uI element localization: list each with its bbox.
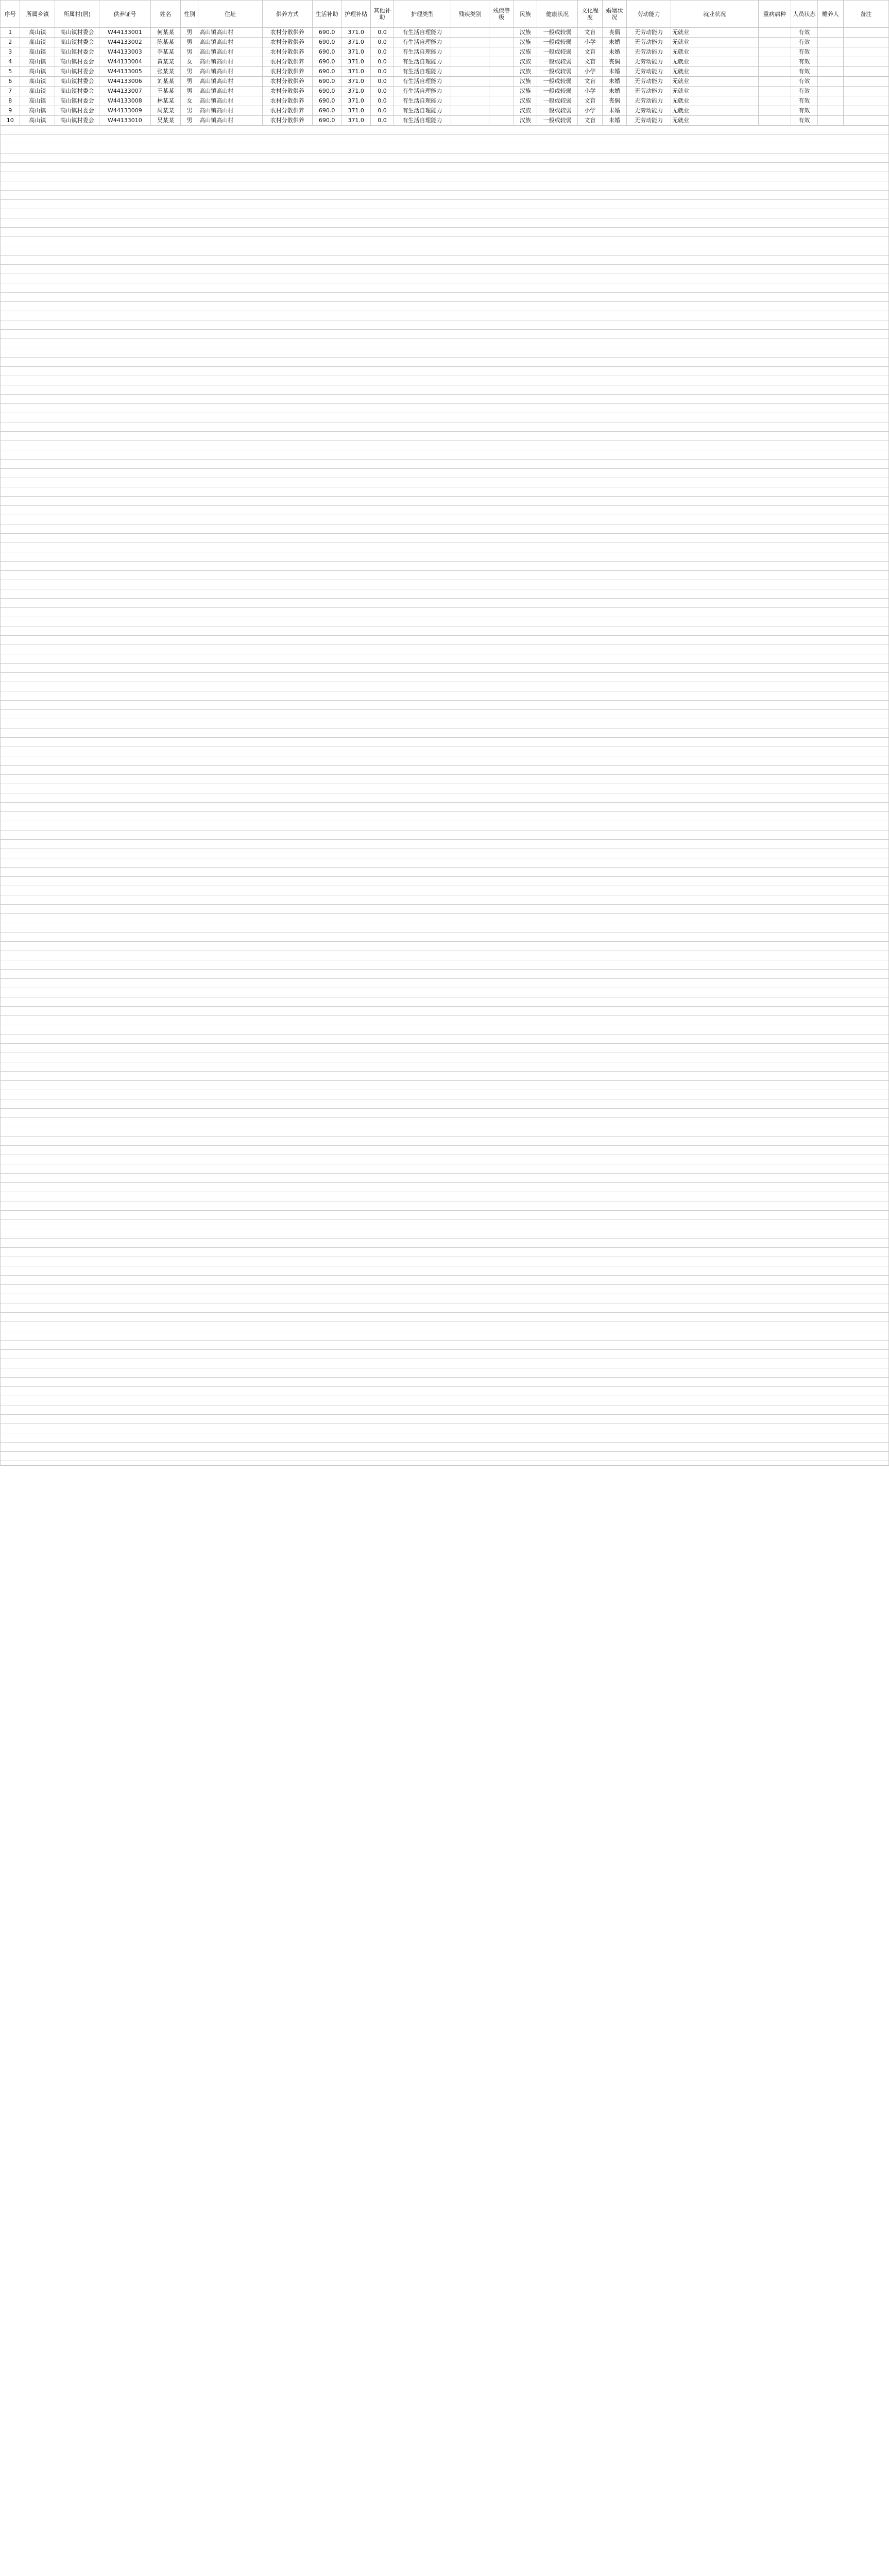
table-cell[interactable]: W44133008 <box>99 96 150 106</box>
table-row[interactable] <box>1 116 889 126</box>
table-cell[interactable]: 小学 <box>578 67 602 77</box>
table-cell[interactable]: 371.0 <box>341 96 371 106</box>
table-cell[interactable]: 一般或较弱 <box>537 106 578 116</box>
table-cell[interactable]: 小学 <box>578 106 602 116</box>
table-cell[interactable] <box>843 28 888 38</box>
table-cell[interactable]: 高山镇村委会 <box>55 57 99 67</box>
table-cell[interactable]: 文盲 <box>578 57 602 67</box>
table-cell[interactable]: 男 <box>181 106 198 116</box>
table-cell[interactable]: 有效 <box>791 116 817 126</box>
table-cell[interactable]: 小学 <box>578 87 602 96</box>
table-cell[interactable]: 文盲 <box>578 77 602 87</box>
table-cell[interactable] <box>489 87 514 96</box>
header-row <box>1 1 889 28</box>
table-cell[interactable]: 女 <box>181 96 198 106</box>
column-header[interactable]: 姓名 <box>150 1 181 28</box>
table-cell[interactable]: 8 <box>1 96 20 106</box>
table-cell[interactable]: W44133004 <box>99 57 150 67</box>
table-cell[interactable]: 0.0 <box>370 106 394 116</box>
table-cell[interactable]: 农村分散供养 <box>262 106 312 116</box>
column-header[interactable]: 生活补助 <box>312 1 341 28</box>
table-cell[interactable]: 丧偶 <box>602 96 626 106</box>
table-cell[interactable]: 高山镇 <box>20 77 55 87</box>
table-cell[interactable]: 有生活自理能力 <box>394 87 451 96</box>
table-cell[interactable]: 高山镇 <box>20 28 55 38</box>
table-cell[interactable]: 汉族 <box>514 77 537 87</box>
table-cell[interactable]: 汉族 <box>514 38 537 47</box>
table-cell[interactable]: 高山镇村委会 <box>55 96 99 106</box>
table-cell[interactable]: 汉族 <box>514 67 537 77</box>
table-cell[interactable]: 文盲 <box>578 96 602 106</box>
table-cell[interactable]: 无就业 <box>671 28 759 38</box>
column-header[interactable]: 重病病种 <box>758 1 791 28</box>
table-cell[interactable]: 有生活自理能力 <box>394 96 451 106</box>
table-cell[interactable]: 无就业 <box>671 116 759 126</box>
table-cell[interactable]: 何某某 <box>150 28 181 38</box>
table-cell[interactable] <box>817 96 843 106</box>
table-row[interactable] <box>1 87 889 96</box>
table-cell[interactable] <box>843 47 888 57</box>
table-cell[interactable]: 农村分散供养 <box>262 77 312 87</box>
table-cell[interactable] <box>758 67 791 77</box>
table-cell[interactable] <box>843 38 888 47</box>
table-cell[interactable]: 男 <box>181 67 198 77</box>
table-cell[interactable]: 0.0 <box>370 116 394 126</box>
table-cell[interactable]: 1 <box>1 28 20 38</box>
table-row[interactable] <box>1 77 889 87</box>
table-cell[interactable]: 4 <box>1 57 20 67</box>
column-header[interactable]: 残疾类别 <box>451 1 489 28</box>
table-cell[interactable] <box>758 28 791 38</box>
table-cell[interactable]: 小学 <box>578 38 602 47</box>
table-cell[interactable]: 371.0 <box>341 57 371 67</box>
table-cell[interactable]: 农村分散供养 <box>262 116 312 126</box>
table-cell[interactable]: W44133003 <box>99 47 150 57</box>
table-cell[interactable] <box>489 28 514 38</box>
table-cell[interactable]: 一般或较弱 <box>537 47 578 57</box>
table-row[interactable] <box>1 38 889 47</box>
table-cell[interactable]: 农村分散供养 <box>262 57 312 67</box>
table-cell[interactable] <box>489 116 514 126</box>
table-cell[interactable]: 371.0 <box>341 47 371 57</box>
table-cell[interactable]: 高山镇村委会 <box>55 38 99 47</box>
table-cell[interactable]: 未婚 <box>602 77 626 87</box>
column-header[interactable]: 赡养人 <box>817 1 843 28</box>
table-row[interactable] <box>1 67 889 77</box>
table-cell[interactable] <box>843 57 888 67</box>
table-cell[interactable]: 汉族 <box>514 47 537 57</box>
table-cell[interactable]: 汉族 <box>514 57 537 67</box>
table-cell[interactable] <box>451 77 489 87</box>
table-cell[interactable]: 一般或较弱 <box>537 38 578 47</box>
table-cell[interactable]: 有效 <box>791 96 817 106</box>
table-cell[interactable]: 690.0 <box>312 96 341 106</box>
table-cell[interactable] <box>758 57 791 67</box>
table-cell[interactable]: W44133007 <box>99 87 150 96</box>
column-header[interactable]: 人员状态 <box>791 1 817 28</box>
table-cell[interactable]: 无劳动能力 <box>627 47 671 57</box>
table-cell[interactable]: 有生活自理能力 <box>394 38 451 47</box>
table-cell[interactable]: 371.0 <box>341 116 371 126</box>
table-cell[interactable]: 高山镇 <box>20 38 55 47</box>
table-cell[interactable] <box>817 47 843 57</box>
table-cell[interactable]: 汉族 <box>514 87 537 96</box>
table-cell[interactable]: 有生活自理能力 <box>394 47 451 57</box>
table-cell[interactable]: 农村分散供养 <box>262 47 312 57</box>
table-cell[interactable]: 男 <box>181 87 198 96</box>
table-cell[interactable]: 刘某某 <box>150 77 181 87</box>
table-cell[interactable]: 文盲 <box>578 28 602 38</box>
table-cell[interactable]: 高山镇高山村 <box>198 67 262 77</box>
table-cell[interactable]: 男 <box>181 38 198 47</box>
table-cell[interactable] <box>758 96 791 106</box>
table-row[interactable] <box>1 96 889 106</box>
table-cell[interactable]: 有生活自理能力 <box>394 57 451 67</box>
table-cell[interactable]: 690.0 <box>312 57 341 67</box>
table-cell[interactable]: 有效 <box>791 28 817 38</box>
table-cell[interactable]: 无就业 <box>671 67 759 77</box>
column-header[interactable]: 供养方式 <box>262 1 312 28</box>
table-cell[interactable]: 一般或较弱 <box>537 116 578 126</box>
table-cell[interactable]: 无劳动能力 <box>627 87 671 96</box>
table-cell[interactable]: 有效 <box>791 57 817 67</box>
table-cell[interactable]: 690.0 <box>312 38 341 47</box>
table-cell[interactable] <box>817 87 843 96</box>
table-cell[interactable]: 无就业 <box>671 47 759 57</box>
table-cell[interactable]: W44133009 <box>99 106 150 116</box>
table-cell[interactable]: 7 <box>1 87 20 96</box>
table-cell[interactable] <box>758 106 791 116</box>
table-cell[interactable]: 未婚 <box>602 87 626 96</box>
table-cell[interactable]: 一般或较弱 <box>537 96 578 106</box>
column-header[interactable]: 护理补贴 <box>341 1 371 28</box>
column-header[interactable]: 供养证号 <box>99 1 150 28</box>
table-cell[interactable]: 0.0 <box>370 38 394 47</box>
table-cell[interactable]: 农村分散供养 <box>262 87 312 96</box>
table-cell[interactable]: 690.0 <box>312 77 341 87</box>
table-cell[interactable] <box>451 96 489 106</box>
table-cell[interactable]: 未婚 <box>602 38 626 47</box>
table-cell[interactable]: 无就业 <box>671 38 759 47</box>
table-cell[interactable]: 丧偶 <box>602 57 626 67</box>
table-cell[interactable]: 未婚 <box>602 47 626 57</box>
table-cell[interactable]: 371.0 <box>341 77 371 87</box>
table-cell[interactable]: 高山镇 <box>20 116 55 126</box>
table-cell[interactable]: 高山镇 <box>20 96 55 106</box>
table-cell[interactable] <box>843 77 888 87</box>
table-cell[interactable]: 371.0 <box>341 106 371 116</box>
table-cell[interactable]: 高山镇 <box>20 87 55 96</box>
table-row[interactable] <box>1 106 889 116</box>
table-cell[interactable]: 无劳动能力 <box>627 96 671 106</box>
table-cell[interactable]: 有效 <box>791 106 817 116</box>
table-cell[interactable]: 一般或较弱 <box>537 87 578 96</box>
table-cell[interactable] <box>758 77 791 87</box>
table-cell[interactable]: 高山镇高山村 <box>198 77 262 87</box>
table-cell[interactable] <box>451 106 489 116</box>
column-header[interactable]: 护理类型 <box>394 1 451 28</box>
table-cell[interactable]: 农村分散供养 <box>262 28 312 38</box>
table-cell[interactable]: 吴某某 <box>150 116 181 126</box>
column-header[interactable]: 健康状况 <box>537 1 578 28</box>
table-cell[interactable]: 高山镇高山村 <box>198 47 262 57</box>
table-cell[interactable]: 男 <box>181 77 198 87</box>
table-cell[interactable]: 有效 <box>791 67 817 77</box>
table-cell[interactable]: 无就业 <box>671 87 759 96</box>
table-cell[interactable]: 无就业 <box>671 96 759 106</box>
column-header[interactable]: 婚姻状况 <box>602 1 626 28</box>
table-cell[interactable]: 有效 <box>791 77 817 87</box>
table-cell[interactable] <box>451 38 489 47</box>
table-cell[interactable]: 无就业 <box>671 106 759 116</box>
table-cell[interactable]: 2 <box>1 38 20 47</box>
column-header[interactable]: 残疾等级 <box>489 1 514 28</box>
table-cell[interactable] <box>451 47 489 57</box>
table-cell[interactable]: 3 <box>1 47 20 57</box>
table-cell[interactable]: 690.0 <box>312 116 341 126</box>
table-cell[interactable]: 未婚 <box>602 106 626 116</box>
table-cell[interactable]: 无劳动能力 <box>627 38 671 47</box>
table-cell[interactable]: 无劳动能力 <box>627 116 671 126</box>
table-cell[interactable]: 高山镇 <box>20 57 55 67</box>
table-cell[interactable] <box>489 96 514 106</box>
table-cell[interactable]: 高山镇高山村 <box>198 57 262 67</box>
table-cell[interactable]: 有生活自理能力 <box>394 106 451 116</box>
column-header[interactable]: 就业状况 <box>671 1 759 28</box>
table-cell[interactable]: 无劳动能力 <box>627 28 671 38</box>
column-header[interactable]: 文化程度 <box>578 1 602 28</box>
table-cell[interactable]: 高山镇 <box>20 47 55 57</box>
table-cell[interactable] <box>489 38 514 47</box>
table-cell[interactable]: 高山镇高山村 <box>198 96 262 106</box>
table-cell[interactable] <box>758 38 791 47</box>
table-cell[interactable]: 无就业 <box>671 57 759 67</box>
table-cell[interactable]: 0.0 <box>370 67 394 77</box>
table-cell[interactable]: 690.0 <box>312 67 341 77</box>
table-cell[interactable] <box>451 116 489 126</box>
column-header[interactable]: 所属乡镇 <box>20 1 55 28</box>
table-cell[interactable]: 未婚 <box>602 116 626 126</box>
column-header[interactable]: 性别 <box>181 1 198 28</box>
table-cell[interactable]: 文盲 <box>578 116 602 126</box>
more-rows-area <box>0 126 889 1466</box>
table-cell[interactable]: 690.0 <box>312 106 341 116</box>
table-cell[interactable] <box>843 87 888 96</box>
table-cell[interactable]: 女 <box>181 57 198 67</box>
table-cell[interactable]: 陈某某 <box>150 38 181 47</box>
table-cell[interactable] <box>843 106 888 116</box>
table-cell[interactable] <box>489 47 514 57</box>
table-cell[interactable] <box>843 96 888 106</box>
table-cell[interactable]: 男 <box>181 28 198 38</box>
table-cell[interactable]: 高山镇高山村 <box>198 38 262 47</box>
table-cell[interactable] <box>817 116 843 126</box>
table-cell[interactable]: 有效 <box>791 47 817 57</box>
column-header[interactable]: 备注 <box>843 1 888 28</box>
table-cell[interactable]: 一般或较弱 <box>537 67 578 77</box>
table-cell[interactable]: 周某某 <box>150 106 181 116</box>
table-cell[interactable]: 0.0 <box>370 87 394 96</box>
table-cell[interactable]: 高山镇 <box>20 106 55 116</box>
table-cell[interactable] <box>489 57 514 67</box>
table-cell[interactable] <box>489 67 514 77</box>
table-cell[interactable] <box>758 116 791 126</box>
table-row[interactable] <box>1 57 889 67</box>
table-cell[interactable]: 李某某 <box>150 47 181 57</box>
table-cell[interactable] <box>817 57 843 67</box>
table-cell[interactable] <box>451 57 489 67</box>
table-cell[interactable]: 农村分散供养 <box>262 67 312 77</box>
table-cell[interactable]: 林某某 <box>150 96 181 106</box>
table-cell[interactable]: 0.0 <box>370 57 394 67</box>
table-cell[interactable]: 高山镇高山村 <box>198 87 262 96</box>
table-cell[interactable] <box>817 77 843 87</box>
table-cell[interactable]: 汉族 <box>514 96 537 106</box>
table-cell[interactable] <box>817 67 843 77</box>
table-cell[interactable]: 高山镇村委会 <box>55 87 99 96</box>
table-cell[interactable]: 高山镇村委会 <box>55 106 99 116</box>
table-cell[interactable]: W44133005 <box>99 67 150 77</box>
table-cell[interactable] <box>758 87 791 96</box>
table-cell[interactable]: 371.0 <box>341 38 371 47</box>
table-cell[interactable]: 10 <box>1 116 20 126</box>
table-cell[interactable]: 有生活自理能力 <box>394 116 451 126</box>
table-cell[interactable]: 高山镇村委会 <box>55 77 99 87</box>
table-cell[interactable]: 5 <box>1 67 20 77</box>
table-cell[interactable] <box>758 47 791 57</box>
table-cell[interactable] <box>489 77 514 87</box>
table-cell[interactable]: 0.0 <box>370 77 394 87</box>
table-cell[interactable]: 6 <box>1 77 20 87</box>
table-cell[interactable]: 一般或较弱 <box>537 77 578 87</box>
table-cell[interactable]: 张某某 <box>150 67 181 77</box>
table-cell[interactable]: 一般或较弱 <box>537 57 578 67</box>
supported-persons-table <box>0 0 889 126</box>
column-header[interactable]: 民族 <box>514 1 537 28</box>
table-row[interactable] <box>1 28 889 38</box>
table-cell[interactable]: 汉族 <box>514 116 537 126</box>
table-cell[interactable] <box>451 28 489 38</box>
table-cell[interactable]: 丧偶 <box>602 28 626 38</box>
table-cell[interactable]: 无劳动能力 <box>627 106 671 116</box>
table-cell[interactable]: W44133006 <box>99 77 150 87</box>
table-cell[interactable]: 文盲 <box>578 47 602 57</box>
table-cell[interactable]: 高山镇高山村 <box>198 116 262 126</box>
table-cell[interactable]: W44133001 <box>99 28 150 38</box>
table-cell[interactable] <box>489 106 514 116</box>
table-cell[interactable]: 黄某某 <box>150 57 181 67</box>
table-cell[interactable]: 无劳动能力 <box>627 67 671 77</box>
table-cell[interactable] <box>817 28 843 38</box>
table-cell[interactable]: 0.0 <box>370 96 394 106</box>
table-cell[interactable]: 无劳动能力 <box>627 77 671 87</box>
table-cell[interactable]: W44133010 <box>99 116 150 126</box>
column-header[interactable]: 其他补助 <box>370 1 394 28</box>
table-cell[interactable] <box>451 87 489 96</box>
table-cell[interactable]: 农村分散供养 <box>262 96 312 106</box>
table-cell[interactable] <box>451 67 489 77</box>
table-cell[interactable]: 高山镇村委会 <box>55 67 99 77</box>
table-cell[interactable]: 高山镇村委会 <box>55 28 99 38</box>
table-cell[interactable]: 汉族 <box>514 28 537 38</box>
table-cell[interactable]: 371.0 <box>341 28 371 38</box>
table-cell[interactable]: 一般或较弱 <box>537 28 578 38</box>
column-header[interactable]: 所属村(居) <box>55 1 99 28</box>
table-cell[interactable]: 无就业 <box>671 77 759 87</box>
table-cell[interactable]: 有效 <box>791 87 817 96</box>
table-cell[interactable]: 9 <box>1 106 20 116</box>
column-header[interactable]: 序号 <box>1 1 20 28</box>
table-cell[interactable]: 男 <box>181 47 198 57</box>
table-cell[interactable]: W44133002 <box>99 38 150 47</box>
table-cell[interactable]: 汉族 <box>514 106 537 116</box>
table-cell[interactable]: 371.0 <box>341 67 371 77</box>
column-header[interactable]: 住址 <box>198 1 262 28</box>
table-cell[interactable]: 高山镇村委会 <box>55 47 99 57</box>
table-cell[interactable]: 有生活自理能力 <box>394 67 451 77</box>
table-cell[interactable] <box>843 116 888 126</box>
table-cell[interactable]: 农村分散供养 <box>262 38 312 47</box>
table-cell[interactable]: 王某某 <box>150 87 181 96</box>
table-cell[interactable]: 690.0 <box>312 87 341 96</box>
table-cell[interactable]: 690.0 <box>312 47 341 57</box>
table-cell[interactable]: 高山镇高山村 <box>198 106 262 116</box>
table-cell[interactable]: 男 <box>181 116 198 126</box>
table-cell[interactable]: 有生活自理能力 <box>394 77 451 87</box>
table-row[interactable] <box>1 47 889 57</box>
table-cell[interactable]: 371.0 <box>341 87 371 96</box>
table-cell[interactable]: 无劳动能力 <box>627 57 671 67</box>
table-cell[interactable] <box>817 38 843 47</box>
table-cell[interactable] <box>817 106 843 116</box>
table-cell[interactable]: 高山镇村委会 <box>55 116 99 126</box>
table-cell[interactable]: 0.0 <box>370 28 394 38</box>
table-cell[interactable]: 有生活自理能力 <box>394 28 451 38</box>
column-header[interactable]: 劳动能力 <box>627 1 671 28</box>
table-cell[interactable]: 0.0 <box>370 47 394 57</box>
table-cell[interactable]: 未婚 <box>602 67 626 77</box>
table-cell[interactable] <box>843 67 888 77</box>
table-cell[interactable]: 有效 <box>791 38 817 47</box>
table-cell[interactable]: 高山镇高山村 <box>198 28 262 38</box>
table-cell[interactable]: 高山镇 <box>20 67 55 77</box>
table-cell[interactable]: 690.0 <box>312 28 341 38</box>
